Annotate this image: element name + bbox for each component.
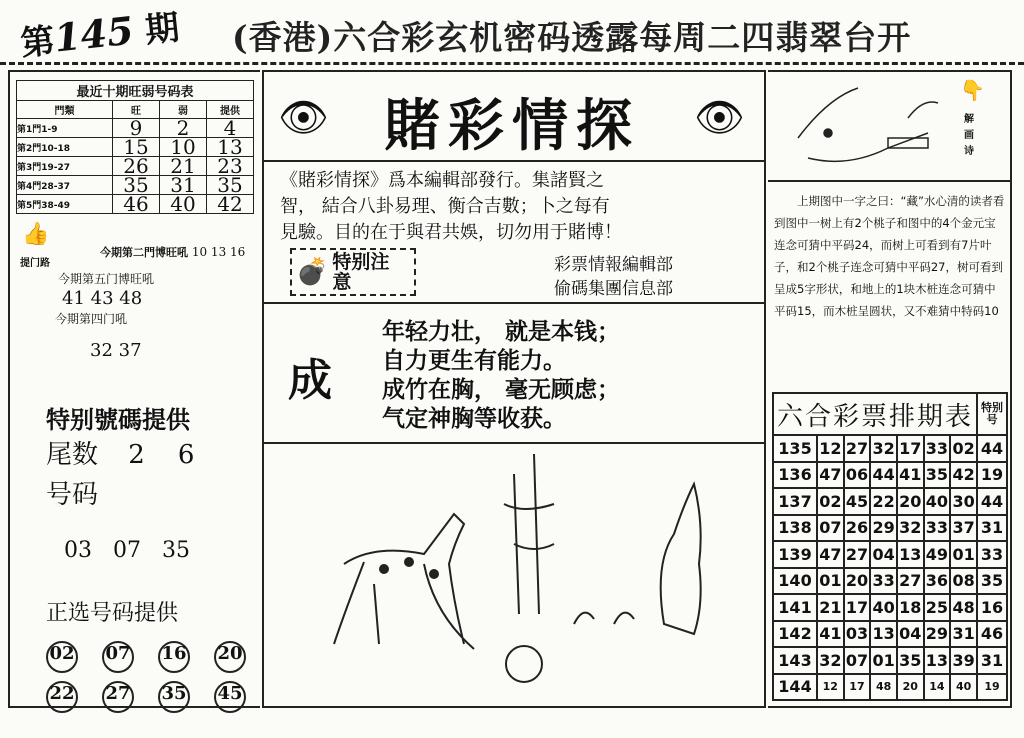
masthead-section (264, 72, 764, 162)
table-row (773, 674, 1007, 701)
table-row (773, 621, 1007, 648)
cell-ruo: 21 (160, 157, 207, 176)
number-cell: 02 (950, 435, 977, 462)
intro-line: 《賭彩情探》爲本編輯部發行。集諸賢之 (280, 170, 604, 191)
number-cell: 07 (817, 515, 844, 542)
number-cell: 40 (870, 594, 897, 621)
puzzle-picture-section (768, 72, 1010, 182)
right-column (768, 70, 1012, 708)
number-cell: 13 (897, 541, 924, 568)
door5-numbers: 41 43 48 (62, 288, 143, 309)
number-cell: 07 (844, 647, 871, 674)
number-ball: 20 (214, 641, 246, 673)
number-cell: 25 (924, 594, 951, 621)
number-cell: 39 (950, 647, 977, 674)
cell-tigong: 42 (206, 195, 253, 214)
number-cell: 49 (924, 541, 951, 568)
issue-cell: 138 (773, 515, 817, 542)
tail-label: 尾数 (46, 440, 99, 470)
puzzle-picture (788, 78, 948, 173)
number-cell: 17 (844, 594, 871, 621)
number-cell: 31 (977, 515, 1007, 542)
number-ball: 02 (46, 641, 78, 673)
issue-cell: 140 (773, 568, 817, 595)
number-cell: 45 (844, 488, 871, 515)
cell-label: 第4門28-37 (17, 176, 113, 195)
bamboo (504, 454, 554, 614)
number-cell: 21 (817, 594, 844, 621)
number-cell: 04 (897, 621, 924, 648)
table-row (773, 568, 1007, 595)
number-cell: 46 (977, 621, 1007, 648)
poem-line: 成竹在胸， 毫无顾虑； (382, 377, 621, 403)
deer-bamboo-illustration (264, 444, 764, 706)
special-title: 特别號碼提供 (46, 406, 190, 434)
cell-wang: 46 (113, 195, 160, 214)
number-cell: 04 (870, 541, 897, 568)
hot-cold-table (16, 80, 254, 214)
number-cell: 48 (950, 594, 977, 621)
eye-icon: 👁 (694, 95, 745, 141)
number-cell: 47 (817, 462, 844, 489)
divider (0, 62, 1024, 65)
number-cell: 27 (897, 568, 924, 595)
cell-wang: 26 (113, 157, 160, 176)
issue-cell: 139 (773, 541, 817, 568)
number-cell: 01 (950, 541, 977, 568)
issue-number (18, 0, 181, 65)
intro-line: 智， 結合八卦易理、衡合吉數；卜之每有 (280, 196, 610, 217)
number-cell: 13 (870, 621, 897, 648)
number-ball: 45 (214, 681, 246, 713)
number-cell: 31 (977, 647, 1007, 674)
number-cell: 33 (924, 435, 951, 462)
number-cell: 13 (924, 647, 951, 674)
number-cell: 20 (897, 488, 924, 515)
cell-label: 第5門38-49 (17, 195, 113, 214)
rock (661, 484, 701, 634)
table-title: 最近十期旺弱号码表 (17, 81, 254, 101)
number-cell: 01 (870, 647, 897, 674)
number-cell: 44 (977, 488, 1007, 515)
number-ball: 27 (102, 681, 134, 713)
issue-cell: 136 (773, 462, 817, 489)
code-values: 03 07 35 (64, 538, 190, 563)
number-cell: 17 (897, 435, 924, 462)
number-cell: 32 (870, 435, 897, 462)
number-cell: 35 (924, 462, 951, 489)
ball (506, 646, 542, 682)
cell-label: 第2門10-18 (17, 138, 113, 157)
number-cell: 30 (950, 488, 977, 515)
number-cell: 17 (844, 674, 871, 701)
cell-tigong: 23 (206, 157, 253, 176)
number-cell: 02 (817, 488, 844, 515)
door2-numbers: 10 13 16 (191, 245, 246, 259)
thumbs-up-icon: 👍 (22, 222, 50, 247)
poem-line: 气定神胸等收获。 (382, 406, 566, 432)
number-cell: 37 (950, 515, 977, 542)
door5-label: 今期第五门博旺吼 (58, 272, 155, 286)
left-column (8, 70, 260, 708)
notice-box (290, 248, 416, 296)
table-row (773, 488, 1007, 515)
signature-1: 彩票情報編輯部 (554, 255, 673, 275)
table-row (773, 515, 1007, 542)
number-cell: 47 (817, 541, 844, 568)
bomb-icon: 💣 (296, 257, 329, 287)
number-cell: 16 (977, 594, 1007, 621)
draw-schedule-table (772, 392, 1008, 701)
intro-text (280, 168, 622, 246)
number-cell: 40 (950, 674, 977, 701)
number-ball: 07 (102, 641, 134, 673)
number-cell: 41 (897, 462, 924, 489)
number-cell: 06 (844, 462, 871, 489)
number-cell: 18 (897, 594, 924, 621)
number-cell: 32 (817, 647, 844, 674)
poem (382, 318, 620, 434)
column-header: 提供 (206, 101, 253, 119)
issue-cell: 137 (773, 488, 817, 515)
intro-section (264, 162, 764, 304)
number-cell: 20 (844, 568, 871, 595)
number-ball: 35 (158, 681, 190, 713)
number-cell: 32 (897, 515, 924, 542)
cell-ruo: 40 (160, 195, 207, 214)
number-cell: 44 (977, 435, 1007, 462)
number-cell: 03 (844, 621, 871, 648)
table-row (773, 647, 1007, 674)
number-ball: 16 (158, 641, 190, 673)
number-cell: 14 (924, 674, 951, 701)
number-cell: 20 (897, 674, 924, 701)
signature-2: 偷碼集團信息部 (554, 279, 673, 299)
cell-label: 第1門1-9 (17, 119, 113, 138)
number-ball: 22 (46, 681, 78, 713)
issue-prefix: 第 (18, 20, 57, 65)
number-cell: 44 (870, 462, 897, 489)
number-cell: 26 (844, 515, 871, 542)
table-row (773, 541, 1007, 568)
number-cell: 29 (924, 621, 951, 648)
issue-cell: 142 (773, 621, 817, 648)
poem-section (264, 304, 764, 444)
number-cell: 12 (817, 435, 844, 462)
center-column (262, 70, 766, 708)
special-label: 特别号 (977, 393, 1007, 435)
cell-wang: 9 (113, 119, 160, 138)
column-header: 弱 (160, 101, 207, 119)
intro-line: 見驗。目的在于與君共娛，切勿用于賭博！ (280, 222, 622, 243)
column-header: 旺 (113, 101, 160, 119)
issue-cell: 144 (773, 674, 817, 701)
notice-label: 特别注意 (332, 251, 390, 293)
door2-label: 今期第二門博旺吼 (100, 246, 188, 259)
number-cell: 08 (950, 568, 977, 595)
number-cell: 01 (817, 568, 844, 595)
big-character: 成 (288, 355, 332, 406)
number-cell: 27 (844, 435, 871, 462)
poem-line: 年轻力壮， 就是本钱； (382, 319, 621, 345)
number-cell: 33 (924, 515, 951, 542)
number-cell: 36 (924, 568, 951, 595)
number-cell: 29 (870, 515, 897, 542)
poem-line: 自力更生有能力。 (382, 348, 566, 374)
number-cell: 33 (870, 568, 897, 595)
number-cell: 35 (977, 568, 1007, 595)
number-cell: 19 (977, 462, 1007, 489)
cell-ruo: 10 (160, 138, 207, 157)
cell-label: 第3門19-27 (17, 157, 113, 176)
schedule-title: 六合彩票排期表 (773, 393, 977, 435)
page-title: (香港)六合彩玄机密码透露每周二四翡翠台开 (232, 18, 912, 57)
eye-icon: 👁 (278, 95, 329, 141)
table-row (773, 594, 1007, 621)
number-cell: 48 (870, 674, 897, 701)
issue-cell: 141 (773, 594, 817, 621)
main-numbers (46, 634, 286, 714)
cell-tigong: 4 (206, 119, 253, 138)
issue-cell: 135 (773, 435, 817, 462)
issue-cell: 143 (773, 647, 817, 674)
masthead: 賭彩情探 (384, 93, 640, 159)
issue-num: 145 (52, 7, 136, 61)
number-cell: 41 (817, 621, 844, 648)
number-cell: 31 (950, 621, 977, 648)
deer (334, 514, 474, 649)
cell-tigong: 13 (206, 138, 253, 157)
number-cell: 35 (897, 647, 924, 674)
table-row (773, 462, 1007, 489)
cell-wang: 15 (113, 138, 160, 157)
cell-ruo: 2 (160, 119, 207, 138)
code-label: 号码 (46, 480, 99, 510)
number-cell: 33 (977, 541, 1007, 568)
table-row (773, 435, 1007, 462)
number-cell: 40 (924, 488, 951, 515)
number-cell: 22 (870, 488, 897, 515)
number-cell: 12 (817, 674, 844, 701)
number-cell: 27 (844, 541, 871, 568)
tail-values: 2 6 (128, 440, 195, 470)
picture-caption: 解画诗 (964, 114, 974, 157)
number-cell: 42 (950, 462, 977, 489)
main-title: 正选号码提供 (46, 601, 179, 626)
issue-suffix: 期 (143, 7, 182, 52)
door4-numbers: 32 37 (90, 340, 142, 361)
explanation-text: 上期图中一字之曰：“藏”水心清的读者看到图中一树上有2个桃子和图中的4个金元宝连念可猜中平码24，而树上可看到有7片叶子，和2个桃子连念可猜中平码27，树可看到呈成5字形状，和地上的1块木桩连念可猜中平码15，而木桩呈圆状，又不难猜中特码10 (774, 194, 1005, 318)
cell-ruo: 31 (160, 176, 207, 195)
cell-wang: 35 (113, 176, 160, 195)
table-row (17, 195, 254, 214)
pointing-hand-icon: 👇 (960, 78, 985, 102)
column-header: 門類 (17, 101, 113, 119)
door4-label: 今期第四门吼 (55, 312, 128, 326)
cell-tigong: 35 (206, 176, 253, 195)
tip-label: 提门路 (20, 258, 50, 269)
number-cell: 19 (977, 674, 1007, 701)
